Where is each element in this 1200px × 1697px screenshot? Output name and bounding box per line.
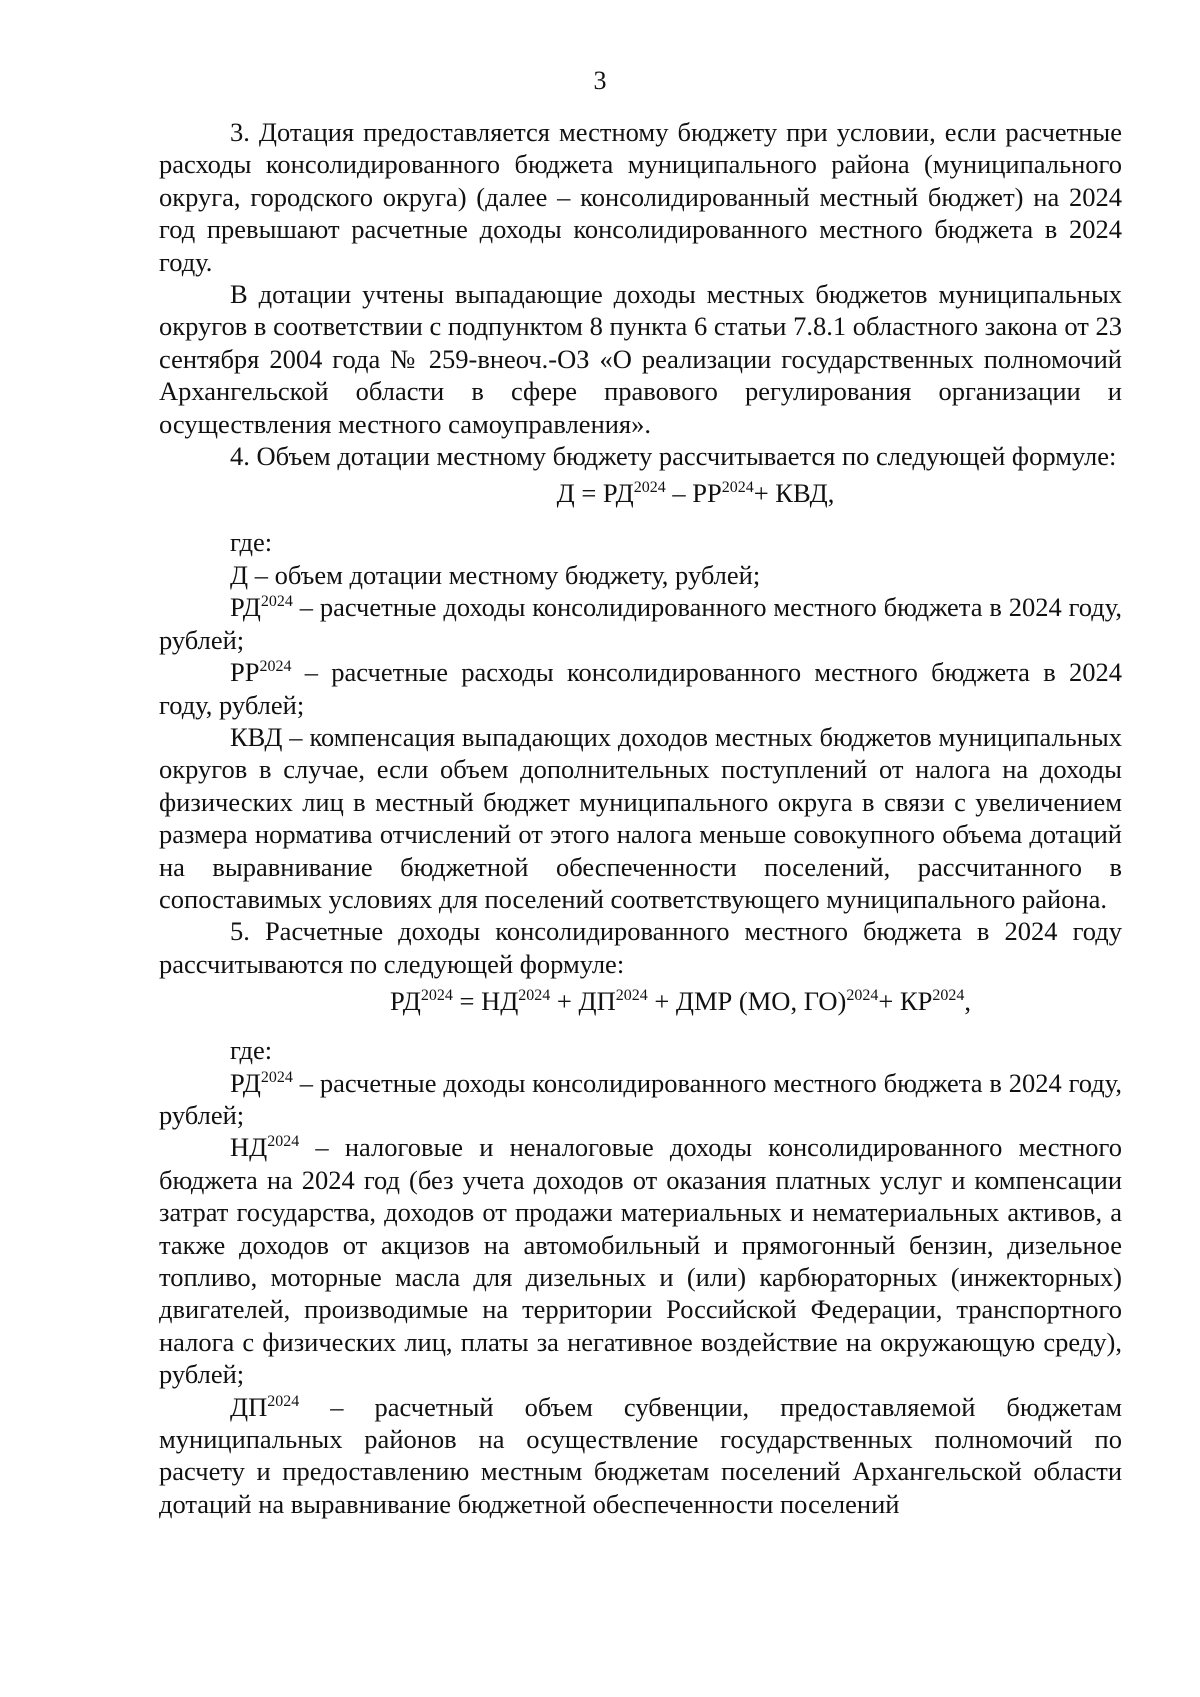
paragraph-3: 3. Дотация предоставляется местному бюджету при условии, если расчетные расходы консолидированного бюджета муниципального района (муниципального округа, городского округа) (далее – консолидированный местный бюджет) на 2024 год превышают расчетные доходы консолидированного местного бюджета в 2024 году. [159, 117, 1122, 277]
document-body [159, 116, 1122, 1520]
definition-text: – расчетные расходы консолидированного местного бюджета в 2024 году, рублей; [159, 657, 1122, 720]
formula-sup: 2024 [633, 479, 666, 497]
definition-term: НД [230, 1132, 268, 1163]
definition-text: – расчетный объем субвенции, предоставляемой бюджетам муниципальных районов на осуществление государственных полномочий по расчету и предоставлению местным бюджетам поселений Архангельской области дотаций на выравнивание бюджетной обеспеченности поселений [159, 1391, 1122, 1519]
definition-dp [159, 1391, 1122, 1521]
formula-sup: 2024 [846, 987, 879, 1005]
definition-text: – налоговые и неналоговые доходы консолидированного местного бюджета на 2024 год (без учета доходов от оказания платных услуг и компенсации затрат государства, доходов от продажи материальных и нематериальных активов, а также доходов от акцизов на автомобильный и прямогонный бензин, дизельное топливо, моторные масла для дизельных и (или) карбюраторных (инжекторных) двигателей, производимые на территории Российской Федерации, транспортного налога с физических лиц, платы за негативное воздействие на окружающую среду), рублей; [159, 1132, 1122, 1390]
formula-term-kr: + КР [878, 986, 933, 1017]
formula-term-rd: РД [390, 986, 421, 1017]
formula-comma: , [964, 986, 971, 1017]
definition-term: РД [230, 592, 261, 623]
definition-sup: 2024 [259, 658, 292, 676]
definition-kvd: КВД – компенсация выпадающих доходов местных бюджетов муниципальных округов в случае, если объем дополнительных поступлений от налога на доходы физических лиц в местный бюджет муниципального округа в связи с увеличением размера норматива отчислений от этого налога меньше совокупного объема дотаций на выравнивание бюджетной обеспеченности поселений, рассчитанного в сопоставимых условиях для поселений соответствующего муниципального района. [159, 721, 1122, 914]
definition-term: ДП [230, 1391, 268, 1422]
definition-term: РД [230, 1067, 261, 1098]
formula-subsidy [159, 472, 1122, 514]
where-label-2: где: [230, 1035, 273, 1066]
definition-rd [159, 591, 1122, 656]
definition-nd [159, 1131, 1122, 1390]
formula-term-kvd: + КВД, [753, 478, 835, 509]
definition-d: Д – объем дотации местному бюджету, рублей; [230, 559, 761, 590]
formula-term-rr: – РР [665, 478, 722, 509]
formula-sup: 2024 [721, 479, 754, 497]
where-label: где: [230, 527, 273, 558]
formula-term-dp: + ДП [550, 986, 616, 1017]
formula-sup: 2024 [932, 987, 965, 1005]
formula-revenue [159, 980, 1122, 1022]
definition-text: – расчетные доходы консолидированного местного бюджета в 2024 году, рублей; [159, 1067, 1122, 1130]
paragraph-4: 4. Объем дотации местному бюджету рассчитывается по следующей формуле: [230, 441, 1117, 472]
formula-term-dmr: + ДМР (МО, ГО) [647, 986, 847, 1017]
page-number: 3 [593, 66, 607, 95]
formula-sup: 2024 [420, 987, 453, 1005]
definition-sup: 2024 [267, 1392, 300, 1410]
definition-term: РР [230, 657, 260, 688]
formula-term-d-rd: Д = РД [556, 478, 634, 509]
formula-term-nd: = НД [452, 986, 519, 1017]
definition-sup: 2024 [267, 1133, 300, 1151]
paragraph-5: 5. Расчетные доходы консолидированного местного бюджета в 2024 году рассчитываются по следующей формуле: [159, 916, 1122, 979]
formula-sup: 2024 [518, 987, 551, 1005]
definition-rr [159, 656, 1122, 721]
definition-rd-2 [159, 1067, 1122, 1132]
definition-sup: 2024 [260, 1068, 293, 1086]
definition-sup: 2024 [260, 593, 293, 611]
paragraph-subsidy-note: В дотации учтены выпадающие доходы местных бюджетов муниципальных округов в соответствии с подпунктом 8 пункта 6 статьи 7.8.1 областного закона от 23 сентября 2004 года № 259-внеоч.-ОЗ «О реализации государственных полномочий Архангельской области в сфере правового регулирования организации и осуществления местного самоуправления». [159, 279, 1122, 439]
formula-sup: 2024 [615, 987, 648, 1005]
definition-text: – расчетные доходы консолидированного местного бюджета в 2024 году, рублей; [159, 592, 1122, 655]
